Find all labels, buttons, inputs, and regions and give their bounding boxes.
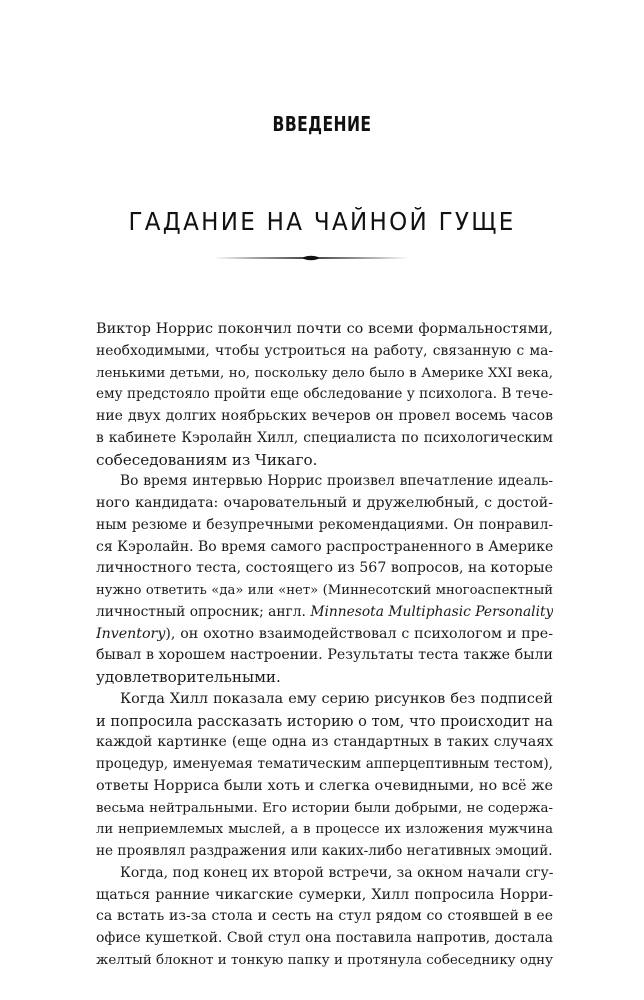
text-line: Виктор Норрис покончил почти со всеми формальностями,: [96, 321, 553, 337]
text-line: собеседованиям из Чикаго.: [96, 450, 318, 469]
text-line: ответы Норриса были хоть и слегка очевидными, но всё же: [96, 777, 553, 794]
text-line: Во время интервью Норрис произвел впечатление идеаль-: [120, 473, 553, 490]
chapter-title: ГАДАНИЕ НА ЧАЙНОЙ ГУЩЕ: [128, 207, 516, 236]
text-line: ного кандидата: очаровательный и дружелюбный, с достой-: [96, 495, 553, 511]
section-label: ВВЕДЕНИЕ: [272, 112, 372, 136]
paragraph-3: [96, 689, 553, 863]
italic-term: Inventory: [96, 625, 166, 642]
text-line: в кабинете Кэролайн Хилл, специалиста по психологическим: [96, 429, 553, 446]
text-line: бывал в хорошем настроении. Результаты теста также были: [96, 647, 553, 664]
text-line: и попросила рассказать историю о том, что происходит на: [96, 712, 553, 730]
text-line: са встать из-за стола и сесть на стул рядом со стоявшей в ее: [96, 908, 553, 925]
ornament-divider: [213, 252, 409, 264]
text-line: ему предстояло пройти еще обследование у психолога. В тече-: [96, 386, 553, 403]
text-line: нужно ответить «да» или «нет» (Миннесотский многоаспектный: [96, 583, 553, 598]
text-line: весьма нейтральными. Его истории были добрыми, не содержа-: [96, 800, 553, 816]
text-line: ся Кэролайн. Во время самого распространенного в Америке: [96, 538, 553, 555]
text-line: Когда, под конец их второй встречи, за окном начали сгу-: [120, 864, 553, 881]
body-text: [96, 319, 553, 972]
text-line: необходимыми, чтобы устроиться на работу, связанную с ма-: [96, 342, 553, 359]
text-line: ние двух долгих ноябрьских вечеров он провел восемь часов: [96, 408, 553, 424]
italic-term: Minnesota Multiphasic Personality: [310, 603, 553, 620]
text-line: ленькими детьми, но, поскольку дело было в Америке XXI века,: [96, 365, 553, 381]
paragraph-4: [96, 863, 553, 972]
text-line: Когда Хилл показала ему серию рисунков без подписей: [120, 690, 553, 707]
text-line: каждой картинке (еще одна из стандартных в таких случаях: [96, 734, 553, 751]
text-line: личностного теста, состоящего из 567 вопросов, на которые: [96, 560, 553, 577]
text-line: ным резюме и безупречными рекомендациями. Он понравил-: [96, 516, 553, 533]
text-line: щаться ранние чикагские сумерки, Хилл попросила Норри-: [96, 886, 553, 903]
text-line: процедур, именуемая тематическим апперцептивным тестом),: [96, 756, 553, 772]
text-line: Inventory), он охотно взаимодействовал с психологом и пре-: [96, 625, 553, 642]
paragraph-2: [96, 471, 553, 689]
text-line: удовлетворительными.: [96, 668, 281, 686]
text-line: личностный опросник; англ. Minnesota Multiphasic Personality: [96, 603, 553, 620]
text-line: ли неприемлемых мыслей, а в процессе их изложения мужчина: [96, 822, 553, 838]
paragraph-1: [96, 319, 553, 471]
text-line: не проявлял раздражения или каких-либо негативных эмоций.: [96, 843, 553, 859]
text-line: желтый блокнот и тонкую папку и протянула собеседнику одну: [96, 952, 553, 968]
text-line: офисе кушеткой. Свой стул она поставила напротив, достала: [96, 930, 553, 946]
